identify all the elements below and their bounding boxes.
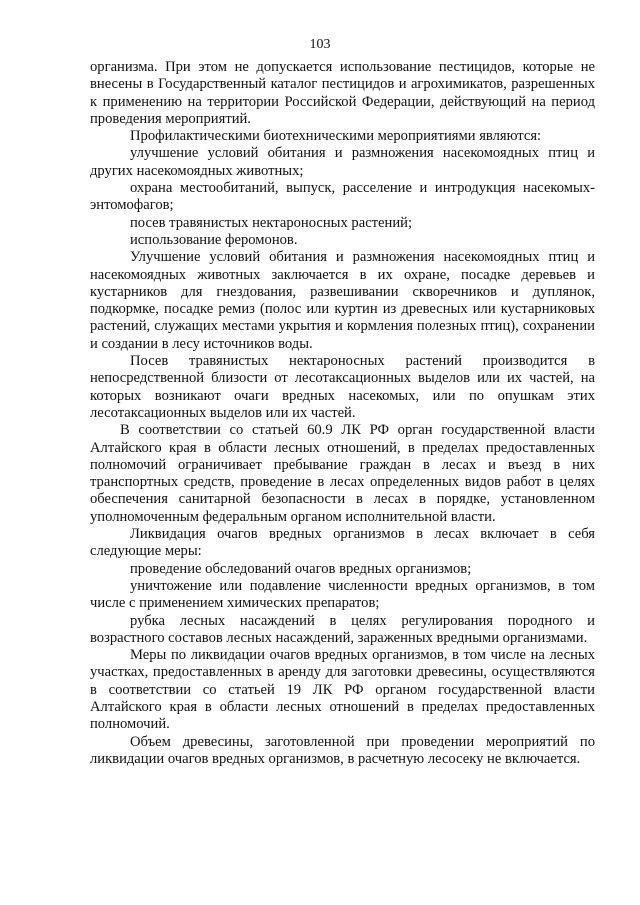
paragraph-article-60-9: В соответствии со статьей 60.9 ЛК РФ орган государственной власти Алтайского края в области лесных отношений, в пределах предоставленных полномочий ограничивает пребывание граждан в лесах и въезд в них транспортных средств, проведение в лесах определенных видов работ в целях обеспечения санитарной безопасности в лесах в порядке, установленном уполномоченным федеральным органом исполнительной власти. bbox=[90, 422, 595, 525]
paragraph-article-19: Меры по ликвидации очагов вредных организмов, в том числе на лесных участках, предоставленных в аренду для заготовки древесины, осуществляются в соответствии со статьей 19 ЛК РФ органом государственной власти Алтайского края в области лесных отношений в пределах предоставленных полномочий. bbox=[90, 647, 595, 733]
paragraph-continuation: организма. При этом не допускается использование пестицидов, которые не внесены в Государственный каталог пестицидов и агрохимикатов, разрешенных к применению на территории Российской Федерации, действующий на период проведения мероприятий. bbox=[90, 59, 595, 127]
page-number: 103 bbox=[309, 37, 331, 52]
paragraph-preventive-intro: Профилактическими биотехническими мероприятиями являются: bbox=[130, 128, 542, 145]
list-item-logging: рубка лесных насаждений в целях регулирования породного и возрастного составов лесных насаждений, зараженных вредными организмами. bbox=[90, 612, 595, 646]
list-item-bird-habitat: улучшение условий обитания и размножения насекомоядных птиц и других насекомоядных животных; bbox=[90, 145, 595, 179]
document-body bbox=[90, 59, 595, 768]
list-item-suppression: уничтожение или подавление численности вредных организмов, в том числе с применением химических препаратов; bbox=[90, 577, 595, 612]
list-item-entomophage-protection: охрана местообитаний, выпуск, расселение и интродукция насекомых-энтомофагов; bbox=[90, 180, 595, 214]
list-item-pheromones: использование феромонов. bbox=[130, 231, 298, 248]
list-item-nectar-plants: посев травянистых нектароносных растений; bbox=[130, 214, 413, 231]
paragraph-habitat-improvement: Улучшение условий обитания и размножения насекомоядных птиц и насекомоядных животных заключается в их охране, посадке деревьев и кустарников для гнездования, развешивании скворечников и дуплянок, подкормке, посадке ремиз (полос или куртин из древесных или кустарниковых растений, служащих местами укрытия и кормления полезных птиц), сохранении и создании в лесу источников воды. bbox=[90, 249, 595, 352]
paragraph-nectar-sowing: Посев травянистых нектароносных растений производится в непосредственной близости от лесотаксационных выделов или их частей, на которых возникают очаги вредных насекомых, или по опушкам этих лесотаксационных выделов или их частей. bbox=[90, 353, 595, 421]
paragraph-timber-volume: Объем древесины, заготовленной при проведении мероприятий по ликвидации очагов вредных организмов, в расчетную лесосеку не включается. bbox=[90, 733, 595, 767]
list-item-surveys: проведение обследований очагов вредных организмов; bbox=[130, 560, 472, 577]
paragraph-liquidation-intro: Ликвидация очагов вредных организмов в лесах включает в себя следующие меры: bbox=[90, 526, 595, 560]
